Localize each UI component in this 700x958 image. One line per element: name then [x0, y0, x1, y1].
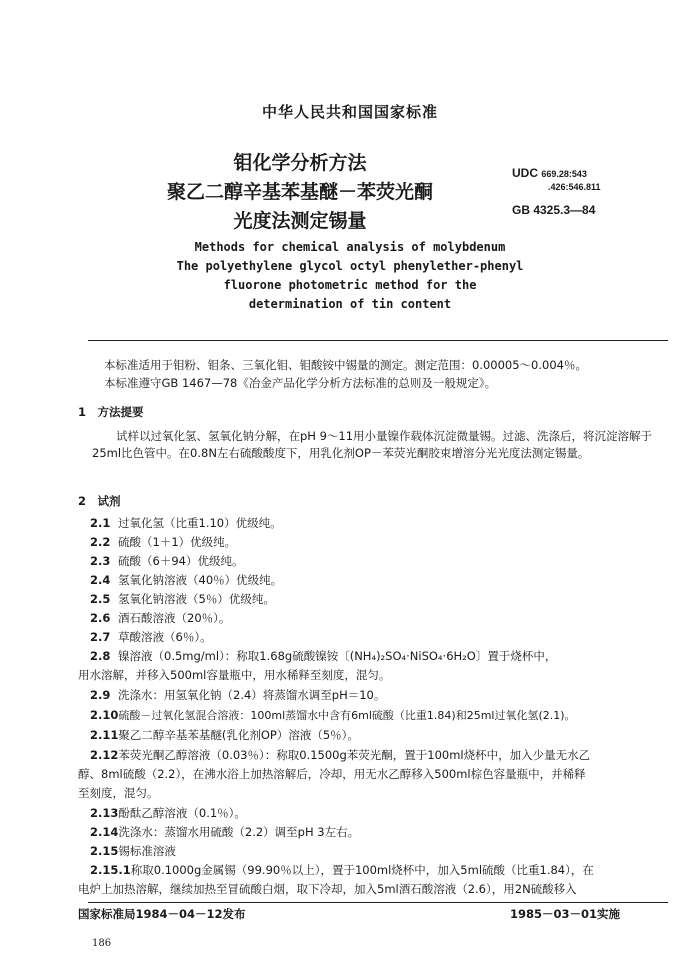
list-item-continuation: 用水溶解，并移入500ml容量瓶中，用水稀释至刻度，混匀。: [78, 668, 391, 682]
list-item-continuation: 电炉上加热溶解，继续加热至冒硫酸白烟，取下冷却，加入5ml酒石酸溶液（2.6），用2N硫酸移入: [78, 882, 577, 896]
list-item: 2.4 氢氧化钠溶液（40％）优级纯。: [90, 573, 283, 587]
intro-compliance: 本标准遵守GB 1467—78《冶金产品化学分析方法标准的总则及一般规定》。: [104, 376, 497, 390]
title-en-line1: Methods for chemical analysis of molybdenum: [194, 240, 506, 254]
list-item: 2.6 酒石酸溶液（20％）。: [90, 611, 231, 625]
udc-code-line2: [548, 179, 601, 193]
top-divider: [88, 340, 668, 341]
page-number: 186: [92, 938, 112, 949]
list-item: 2.2 硫酸（1＋1）优级纯。: [90, 535, 237, 549]
list-item: 2.14洗涤水：蒸馏水用硫酸（2.2）调至pH 3左右。: [90, 825, 360, 839]
list-item: 2.3 硫酸（6＋94）优级纯。: [90, 554, 244, 568]
list-item: 2.13酚酞乙醇溶液（0.1％）。: [90, 806, 246, 820]
list-item: 2.8 镍溶液（0.5mg/ml）：称取1.68g硫酸镍铵〔(NH₄)₂SO₄·NiSO₄·6H₂O〕置于烧杯中，: [90, 649, 557, 663]
section2-heading: 2 试剂: [78, 494, 121, 508]
section1-heading: 1 方法提要: [78, 405, 144, 419]
udc-line2: .426:546.811: [548, 182, 601, 192]
title-en-line2: The polyethylene glycol octyl phenylether-phenyl: [176, 259, 524, 273]
section1-body: 试样以过氧化氢、氢氧化钠分解，在pH 9～11用小量镍作载体沉淀微量锡。过滤、洗涤后，将沉淀溶解于25ml比色管中。在0.8N左右硫酸酸度下，用乳化剂OP－苯荧光酮胶束增溶分光光度法测定锡量。: [92, 429, 653, 460]
list-item-continuation: 至刻度，混匀。: [78, 786, 159, 800]
list-item: 2.12苯荧光酮乙醇溶液（0.03％）：称取0.1500g苯荧光酮，置于100ml烧杯中，加入少量无水乙: [90, 748, 591, 762]
list-item: 2.5 氢氧化钠溶液（5％）优级纯。: [90, 592, 275, 606]
bottom-divider: [88, 902, 668, 903]
title-cn-line1: 钼化学分析方法: [233, 152, 367, 174]
udc-code: [512, 166, 587, 180]
standard-header: 中华人民共和国国家标准: [261, 103, 438, 121]
gb-code: GB 4325.3—84: [512, 203, 596, 217]
intro-scope: 本标准适用于钼粉、钼条、三氧化钼、钼酸铵中锡量的测定。测定范围：0.00005～0.004％。: [104, 358, 587, 372]
footer-effective: 1985－03－01实施: [510, 907, 621, 921]
title-cn-line3: 光度法测定锡量: [233, 210, 367, 232]
title-en-line3: fluorone photometric method for the: [223, 278, 477, 292]
list-item: 2.1 过氧化氢（比重1.10）优级纯。: [90, 516, 282, 530]
list-item: 2.15.1称取0.1000g金属锡（99.90％以上），置于100ml烧杯中，加入5ml硫酸（比重1.84），在: [90, 863, 594, 877]
list-item: 2.9 洗涤水：用氢氧化钠（2.4）将蒸馏水调至pH＝10。: [90, 688, 386, 702]
list-item: 2.11聚乙二醇辛基苯基醚(乳化剂OP）溶液（5％）。: [90, 728, 359, 742]
udc-line1: 669.28:543: [541, 169, 587, 179]
title-cn-line2: 聚乙二醇辛基苯基醚－苯荧光酮: [166, 181, 433, 203]
list-item: 2.10硫酸－过氧化氢混合溶液：100ml蒸馏水中含有6ml硫酸（比重1.84)和25ml过氧化氢(2.1)。: [90, 708, 576, 722]
udc-prefix: UDC: [512, 166, 538, 180]
title-en-line4: determination of tin content: [248, 297, 452, 311]
list-item-continuation: 醇、8ml硫酸（2.2），在沸水浴上加热溶解后，冷却，用无水乙醇移入500ml棕色容量瓶中，并稀释: [78, 767, 586, 781]
footer-issued: 国家标准局1984－04－12发布: [78, 907, 246, 921]
list-item: 2.15锡标准溶液: [90, 844, 176, 858]
list-item: 2.7 草酸溶液（6％）。: [90, 630, 212, 644]
